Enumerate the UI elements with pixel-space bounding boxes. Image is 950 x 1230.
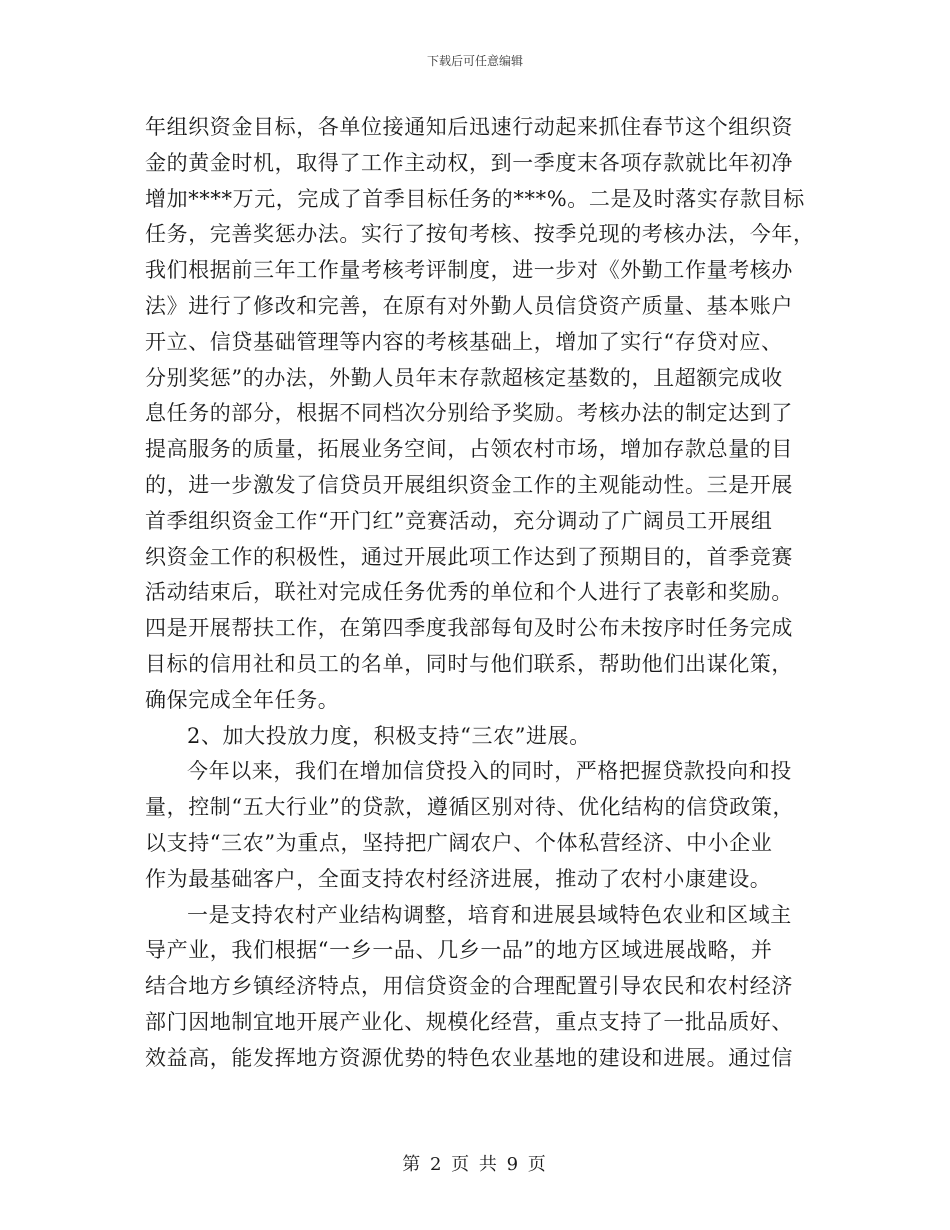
text-line: 首季组织资金工作“开门红”竞赛活动，充分调动了广阔员工开展组 bbox=[145, 508, 773, 533]
text-line: 作为最基础客户，全面支持农村经济进展，推动了农村小康建设。 bbox=[145, 866, 772, 891]
text-line: 四是开展帮扶工作，在第四季度我部每旬及时公布未按序时任务完成 bbox=[145, 616, 793, 641]
text-line: 导产业，我们根据“一乡一品、几乡一品”的地方区域进展战略，并 bbox=[145, 938, 773, 963]
text-line: 息任务的部分，根据不同档次分别给予奖励。考核办法的制定达到了 bbox=[145, 401, 793, 426]
text-line: 结合地方乡镇经济特点，用信贷资金的合理配置引导农民和农村经济 bbox=[145, 974, 793, 999]
text-line: 法》进行了修改和完善，在原有对外勤人员信贷资产质量、基本账户 bbox=[145, 293, 793, 318]
text-line: 一是支持农村产业结构调整，培育和进展县域特色农业和区域主 bbox=[187, 902, 792, 927]
text-line: 任务，完善奖惩办法。实行了按旬考核、按季兑现的考核办法，今年， bbox=[145, 222, 815, 247]
section-heading: 2、加大投放力度，积极支持“三农”进展。 bbox=[187, 723, 591, 748]
page-header-note: 下载后可任意编辑 bbox=[426, 54, 523, 68]
text-line: 提高服务的质量，拓展业务空间，占领农村市场，增加存款总量的目 bbox=[145, 437, 793, 462]
text-line: 分别奖惩”的办法，外勤人员年末存款超核定基数的，且超额完成收 bbox=[145, 365, 783, 390]
page-number: 第 2 页 共 9 页 bbox=[402, 1154, 548, 1175]
text-line: 部门因地制宜地开展产业化、规模化经营，重点支持了一批品质好、 bbox=[145, 1009, 793, 1034]
text-line: 织资金工作的积极性，通过开展此项工作达到了预期目的，首季竞赛 bbox=[145, 544, 793, 569]
text-line: 增加****万元，完成了首季目标任务的***%。二是及时落实存款目标 bbox=[145, 186, 805, 211]
text-line: 开立、信贷基础管理等内容的考核基础上，增加了实行“存贷对应、 bbox=[145, 329, 783, 354]
document-body bbox=[145, 110, 815, 1077]
text-line: 年组织资金目标，各单位接通知后迅速行动起来抓住春节这个组织资 bbox=[145, 115, 793, 139]
text-line: 确保完成全年任务。 bbox=[145, 687, 340, 712]
text-line: 活动结束后，联社对完成任务优秀的单位和个人进行了表彰和奖励。 bbox=[145, 580, 793, 605]
text-line: 以支持“三农”为重点，坚持把广阔农户、个体私营经济、中小企业 bbox=[145, 830, 773, 855]
text-line: 今年以来，我们在增加信贷投入的同时，严格把握贷款投向和投 bbox=[187, 759, 792, 784]
text-line: 量，控制“五大行业”的贷款，遵循区别对待、优化结构的信贷政策， bbox=[145, 795, 795, 820]
text-line: 目标的信用社和员工的名单，同时与他们联系，帮助他们出谋化策， bbox=[145, 651, 793, 676]
text-line: 效益高，能发挥地方资源优势的特色农业基地的建设和进展。通过信 bbox=[145, 1045, 793, 1070]
text-line: 的，进一步激发了信贷员开展组织资金工作的主观能动性。三是开展 bbox=[145, 472, 793, 497]
text-line: 我们根据前三年工作量考核考评制度，进一步对《外勤工作量考核办 bbox=[145, 258, 793, 283]
text-line: 金的黄金时机，取得了工作主动权，到一季度末各项存款就比年初净 bbox=[145, 150, 793, 175]
